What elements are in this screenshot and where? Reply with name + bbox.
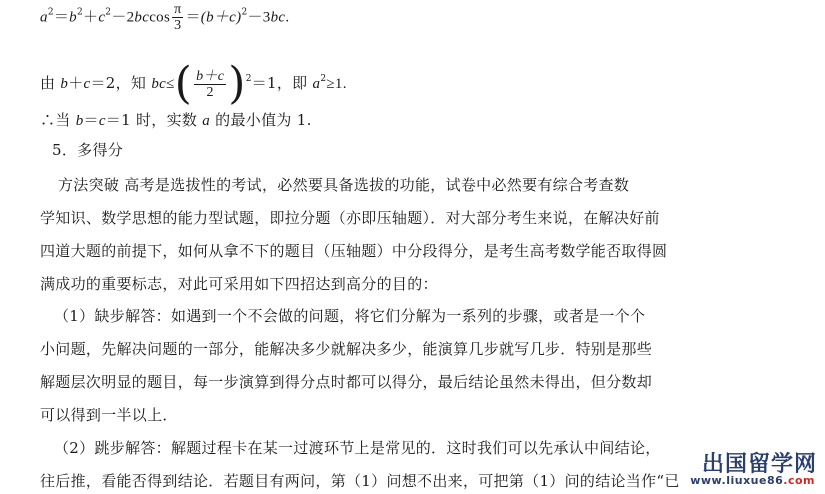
exponent: 2 xyxy=(47,7,54,18)
var-c: c xyxy=(98,113,106,129)
text-equals-one-real: ＝1 时，实数 xyxy=(105,111,198,129)
inequality-line xyxy=(40,57,347,109)
text-equals-two-know: ＝2，知 xyxy=(90,74,147,92)
var-a: a xyxy=(312,76,321,92)
equation-law-of-cosines xyxy=(40,2,289,33)
paragraph-line: 可以得到一半以上． xyxy=(40,406,178,424)
exponent: 2 xyxy=(245,74,252,84)
section-heading: 5．多得分 xyxy=(52,141,124,159)
paragraph-line: 满成功的重要标志，对此可采用如下四招达到高分的目的： xyxy=(40,275,438,293)
greater-equal-one: ≥1. xyxy=(326,76,347,92)
paragraph-line: 学知识、数学思想的能力型试题，即拉分题（亦即压轴题）．对大部分考生来说，在解决好前 xyxy=(40,209,660,227)
exponent: 2 xyxy=(320,74,327,84)
paragraph-line: 解题层次明显的题目，每一步演算到得分点时都可以得分，最后结论虽然未得出，但分数却 xyxy=(40,373,653,391)
text-min-value: 的最小值为 1. xyxy=(215,111,312,129)
var-a: a xyxy=(40,9,48,26)
cos-function: cos xyxy=(149,9,171,26)
exponent: 2 xyxy=(105,7,112,18)
var-bc: bc xyxy=(134,9,150,26)
site-watermark xyxy=(667,447,817,491)
watermark-url-suffix: .com xyxy=(783,474,815,487)
watermark-url-prefix: www. xyxy=(690,474,727,487)
plus-sign: ＋ xyxy=(83,9,99,26)
var-b: b xyxy=(60,76,69,92)
left-paren: ( xyxy=(174,58,193,109)
text-therefore-when: ∴当 xyxy=(40,111,71,129)
exponent: 2 xyxy=(76,7,83,18)
minus-term: －2 xyxy=(111,9,135,26)
var-bc: bc xyxy=(151,76,167,92)
sum-b-plus-c: (b＋c) xyxy=(200,9,242,26)
var-b: b xyxy=(75,113,84,129)
paragraph-line: 四道大题的前提下，如何从拿不下的题目（压轴题）中分段得分，是考生高考数学能否取得圆 xyxy=(40,242,668,260)
var-b: b xyxy=(69,9,77,26)
less-equal-sign: ≤ xyxy=(166,76,175,92)
period: . xyxy=(285,9,290,26)
text-you: 由 xyxy=(40,74,56,92)
conclusion-line xyxy=(40,110,312,131)
fraction-pi-over-3 xyxy=(172,2,183,33)
equals-sign: ＝ xyxy=(53,9,70,26)
var-c: c xyxy=(83,76,91,92)
fraction-denominator: 2 xyxy=(206,84,214,100)
watermark-url-domain: liuxue86 xyxy=(726,474,784,487)
paragraph-line: 方法突破 高考是选拔性的考试，必然要具备选拔的功能，试卷中必然要有综合考查数 xyxy=(58,176,630,194)
text-equals-one-thus: ＝1，即 xyxy=(251,74,308,92)
paragraph-line: （2）跳步解答：解题过程卡在某一过渡环节上是常见的．这时我们可以先承认中间结论， xyxy=(54,439,661,457)
var-a: a xyxy=(202,113,211,129)
fraction-numerator: b＋c xyxy=(196,68,225,84)
fraction-denominator: 3 xyxy=(174,18,182,33)
var-c: c xyxy=(98,9,106,26)
fraction-b-plus-c-over-2 xyxy=(194,69,226,100)
fraction-numerator: π xyxy=(174,2,182,17)
equals-sign: ＝ xyxy=(185,9,201,26)
watermark-url xyxy=(690,474,815,487)
plus-sign: ＋ xyxy=(68,76,84,92)
minus-term: －3 xyxy=(247,9,271,26)
paragraph-line: 往后推，看能否得到结论．若题目有两问，第（1）问想不出来，可把第（1）问的结论当作“已 xyxy=(40,472,680,490)
watermark-name: 出国留学网 xyxy=(701,452,817,477)
right-paren: ) xyxy=(228,58,246,109)
paragraph-line: 小问题，先解决问题的一部分，能解决多少就解决多少，能演算几步就写几步．特别是那些 xyxy=(40,340,653,358)
paragraph-line: （1）缺步解答：如遇到一个不会做的问题，将它们分解为一系列的步骤，或者是一个个 xyxy=(54,307,646,325)
equals-sign: ＝ xyxy=(83,113,99,129)
exponent: 2 xyxy=(241,7,248,18)
var-bc: bc xyxy=(270,9,286,26)
